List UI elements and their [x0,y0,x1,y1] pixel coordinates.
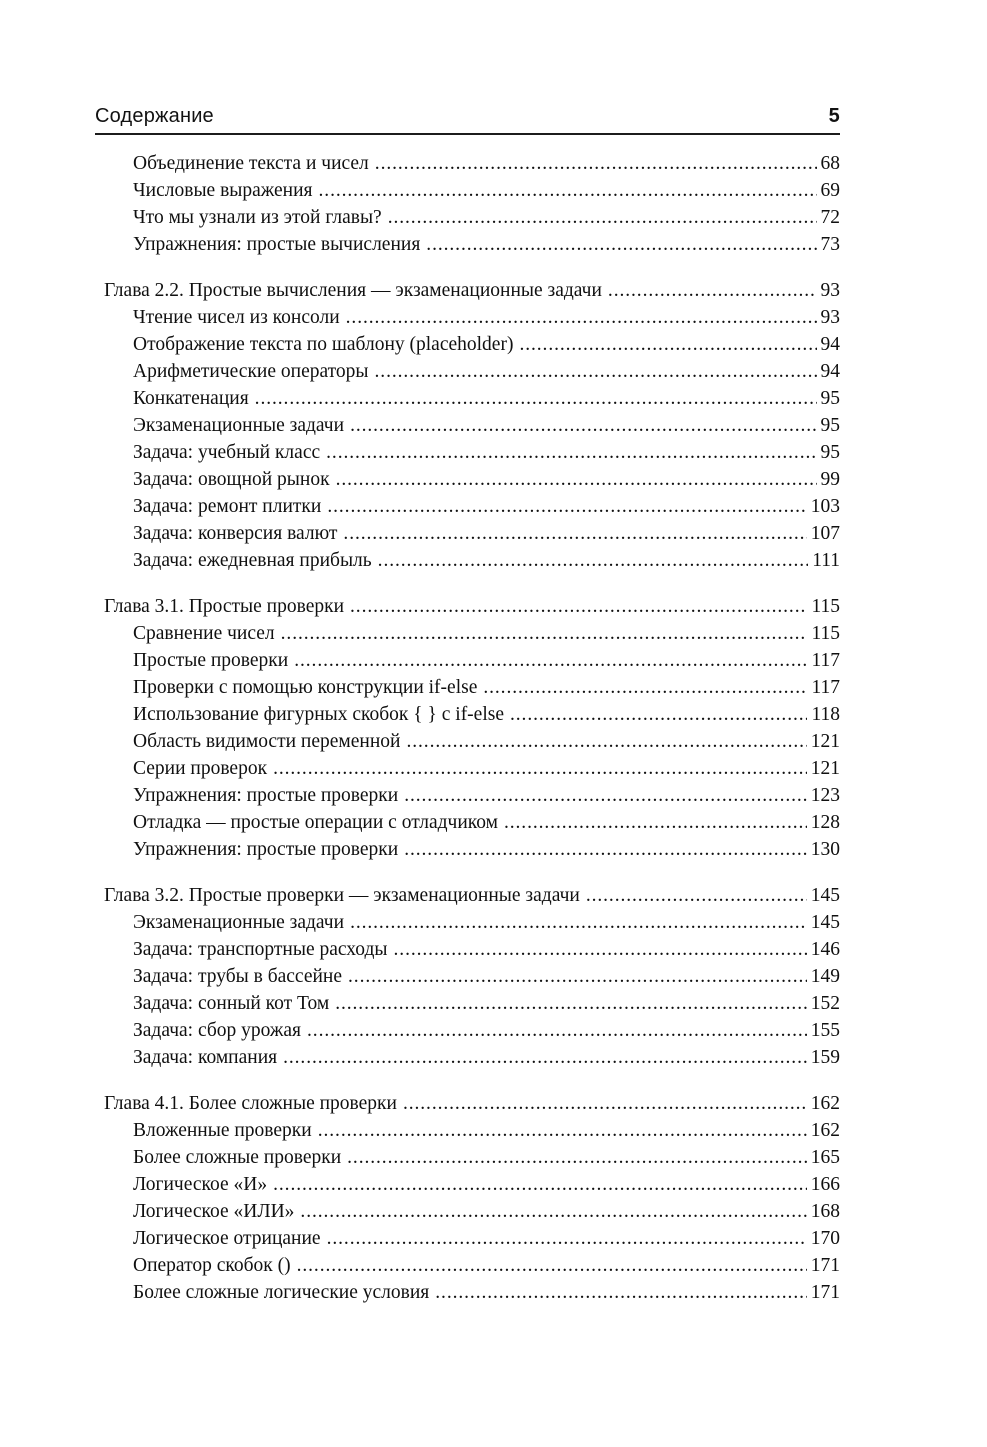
toc-entry [95,547,840,574]
toc-entry-page-number: 93 [820,307,840,328]
toc-entry-title: Задача: учебный класс [133,442,321,463]
toc-leader-dots [519,331,816,358]
toc-leader-dots [350,909,807,936]
toc-entry [95,1171,840,1198]
toc-entry-page-number: 145 [810,885,840,906]
toc-leader-dots [347,1144,807,1171]
toc-entry-page-number: 69 [820,180,840,201]
toc-entry-title: Отладка — простые операции с отладчиком [133,812,498,833]
toc-entry [95,277,840,304]
toc-entry-title: Экзаменационные задачи [133,415,345,436]
toc-entry-title: Задача: компания [133,1047,278,1068]
toc-leader-dots [586,882,807,909]
toc-entry [95,728,840,755]
toc-entry [95,331,840,358]
toc-leader-dots [510,701,807,728]
toc-entry-page-number: 115 [811,623,840,644]
toc-leader-dots [283,1044,807,1071]
toc-group [95,593,840,863]
toc-leader-dots [326,439,816,466]
toc-entry-page-number: 165 [810,1147,840,1168]
toc-leader-dots [294,647,807,674]
toc-entry-page-number: 68 [820,153,840,174]
toc-entry [95,593,840,620]
toc-entry-page-number: 170 [810,1228,840,1249]
toc-entry [95,1252,840,1279]
toc-entry-page-number: 162 [810,1093,840,1114]
toc-entry [95,990,840,1017]
toc-entry-title: Объединение текста и чисел [133,153,369,174]
toc-entry-title: Проверки с помощью конструкции if-else [133,677,478,698]
toc-entry-title: Логическое «ИЛИ» [133,1201,295,1222]
toc-group [95,150,840,258]
toc-entry-page-number: 72 [820,207,840,228]
toc-entry-page-number: 118 [811,704,840,725]
toc-entry [95,520,840,547]
toc-leader-dots [273,755,807,782]
toc-entry [95,1044,840,1071]
toc-entry [95,1198,840,1225]
toc-entry-title: Арифметические операторы [133,361,369,382]
toc-entry-title: Сравнение чисел [133,623,275,644]
toc-entry-title: Логическое «И» [133,1174,268,1195]
toc-entry [95,1279,840,1306]
toc-entry-page-number: 152 [810,993,840,1014]
toc-entry-title: Глава 3.1. Простые проверки [104,596,345,617]
toc-leader-dots [350,593,807,620]
toc-entry-page-number: 111 [812,550,840,571]
toc-entry [95,647,840,674]
toc-entry [95,1225,840,1252]
toc-entry-page-number: 95 [820,388,840,409]
toc-entry [95,231,840,258]
toc-entry-page-number: 117 [811,677,840,698]
toc-entry-page-number: 145 [810,912,840,933]
toc-entry [95,304,840,331]
toc-entry-title: Экзаменационные задачи [133,912,345,933]
toc-entry-page-number: 123 [810,785,840,806]
toc-entry [95,782,840,809]
toc-entry-page-number: 155 [810,1020,840,1041]
toc-entry-title: Глава 4.1. Более сложные проверки [104,1093,397,1114]
toc-entry-page-number: 162 [810,1120,840,1141]
toc-leader-dots [327,1225,807,1252]
toc-entry-title: Задача: ежедневная прибыль [133,550,372,571]
toc-leader-dots [404,782,807,809]
toc-leader-dots [608,277,817,304]
toc-entry-title: Что мы узнали из этой главы? [133,207,382,228]
toc-entry-title: Использование фигурных скобок { } с if-else [133,704,504,725]
toc-entry-page-number: 121 [810,731,840,752]
toc-entry-title: Задача: овощной рынок [133,469,330,490]
toc-group [95,1090,840,1306]
toc-entry [95,701,840,728]
toc-leader-dots [504,809,807,836]
toc-entry [95,1090,840,1117]
toc-entry-title: Более сложные проверки [133,1147,342,1168]
toc-entry-title: Задача: трубы в бассейне [133,966,343,987]
toc-entry [95,1144,840,1171]
toc-entry-title: Вложенные проверки [133,1120,312,1141]
toc-entry [95,204,840,231]
toc-leader-dots [483,674,807,701]
toc-entry-title: Простые проверки [133,650,289,671]
toc-leader-dots [297,1252,807,1279]
toc-entry [95,385,840,412]
toc-entry-page-number: 130 [810,839,840,860]
toc-leader-dots [346,304,817,331]
toc-entry-page-number: 94 [820,361,840,382]
toc-entry [95,466,840,493]
toc-entry [95,1017,840,1044]
toc-leader-dots [336,466,817,493]
toc-leader-dots [388,204,817,231]
toc-list [95,150,840,1306]
toc-entry-page-number: 121 [810,758,840,779]
toc-leader-dots [319,177,817,204]
toc-entry-page-number: 95 [820,442,840,463]
toc-leader-dots [435,1279,806,1306]
toc-entry-page-number: 159 [810,1047,840,1068]
toc-entry [95,882,840,909]
toc-leader-dots [375,150,817,177]
toc-entry-page-number: 115 [811,596,840,617]
toc-leader-dots [281,620,808,647]
toc-leader-dots [394,936,807,963]
toc-entry-page-number: 117 [811,650,840,671]
toc-entry [95,836,840,863]
toc-leader-dots [327,493,806,520]
toc-entry-title: Чтение чисел из консоли [133,307,340,328]
toc-entry [95,674,840,701]
toc-entry-page-number: 103 [810,496,840,517]
toc-entry-title: Задача: транспортные расходы [133,939,388,960]
toc-leader-dots [335,990,807,1017]
toc-entry-page-number: 168 [810,1201,840,1222]
toc-leader-dots [300,1198,806,1225]
toc-entry-title: Область видимости переменной [133,731,401,752]
toc-entry [95,493,840,520]
toc-leader-dots [403,1090,807,1117]
toc-entry-page-number: 94 [820,334,840,355]
toc-entry-title: Упражнения: простые проверки [133,785,399,806]
toc-entry [95,963,840,990]
toc-entry-title: Логическое отрицание [133,1228,321,1249]
toc-leader-dots [343,520,806,547]
toc-entry-title: Конкатенация [133,388,249,409]
toc-entry [95,755,840,782]
toc-entry-page-number: 166 [810,1174,840,1195]
toc-entry [95,358,840,385]
toc-entry-page-number: 95 [820,415,840,436]
toc-entry [95,150,840,177]
toc-entry-title: Упражнения: простые проверки [133,839,399,860]
toc-entry-title: Серии проверок [133,758,268,779]
toc-entry [95,1117,840,1144]
running-header-page-number: 5 [828,105,840,127]
toc-entry [95,620,840,647]
toc-group [95,277,840,574]
toc-leader-dots [426,231,816,258]
toc-entry [95,177,840,204]
toc-entry-page-number: 171 [810,1255,840,1276]
toc-entry-title: Задача: ремонт плитки [133,496,322,517]
toc-leader-dots [307,1017,807,1044]
toc-entry-page-number: 149 [810,966,840,987]
toc-entry [95,439,840,466]
toc-entry-title: Оператор скобок () [133,1255,291,1276]
toc-entry-title: Глава 3.2. Простые проверки — экзаменационные задачи [104,885,580,906]
toc-leader-dots [406,728,806,755]
toc-entry-page-number: 107 [810,523,840,544]
toc-entry-page-number: 128 [810,812,840,833]
toc-entry [95,809,840,836]
toc-entry-title: Отображение текста по шаблону (placeholder) [133,334,514,355]
toc-entry-page-number: 73 [820,234,840,255]
toc-entry-title: Глава 2.2. Простые вычисления — экзаменационные задачи [104,280,602,301]
toc-entry-title: Задача: конверсия валют [133,523,338,544]
running-header-title: Содержание [95,105,214,127]
toc-leader-dots [318,1117,807,1144]
toc-entry-page-number: 99 [820,469,840,490]
toc-entry [95,909,840,936]
toc-leader-dots [273,1171,807,1198]
toc-entry-title: Задача: сонный кот Том [133,993,330,1014]
toc-leader-dots [378,547,809,574]
toc-leader-dots [348,963,807,990]
toc-entry [95,412,840,439]
toc-entry-title: Более сложные логические условия [133,1282,430,1303]
running-header [95,104,840,135]
toc-entry-title: Числовые выражения [133,180,313,201]
toc-leader-dots [255,385,817,412]
toc-entry-page-number: 93 [820,280,840,301]
toc-leader-dots [404,836,807,863]
toc-leader-dots [350,412,816,439]
toc-entry-title: Задача: сбор урожая [133,1020,302,1041]
toc-leader-dots [375,358,817,385]
toc-entry [95,936,840,963]
toc-entry-page-number: 146 [810,939,840,960]
toc-group [95,882,840,1071]
toc-entry-title: Упражнения: простые вычисления [133,234,421,255]
toc-entry-page-number: 171 [810,1282,840,1303]
